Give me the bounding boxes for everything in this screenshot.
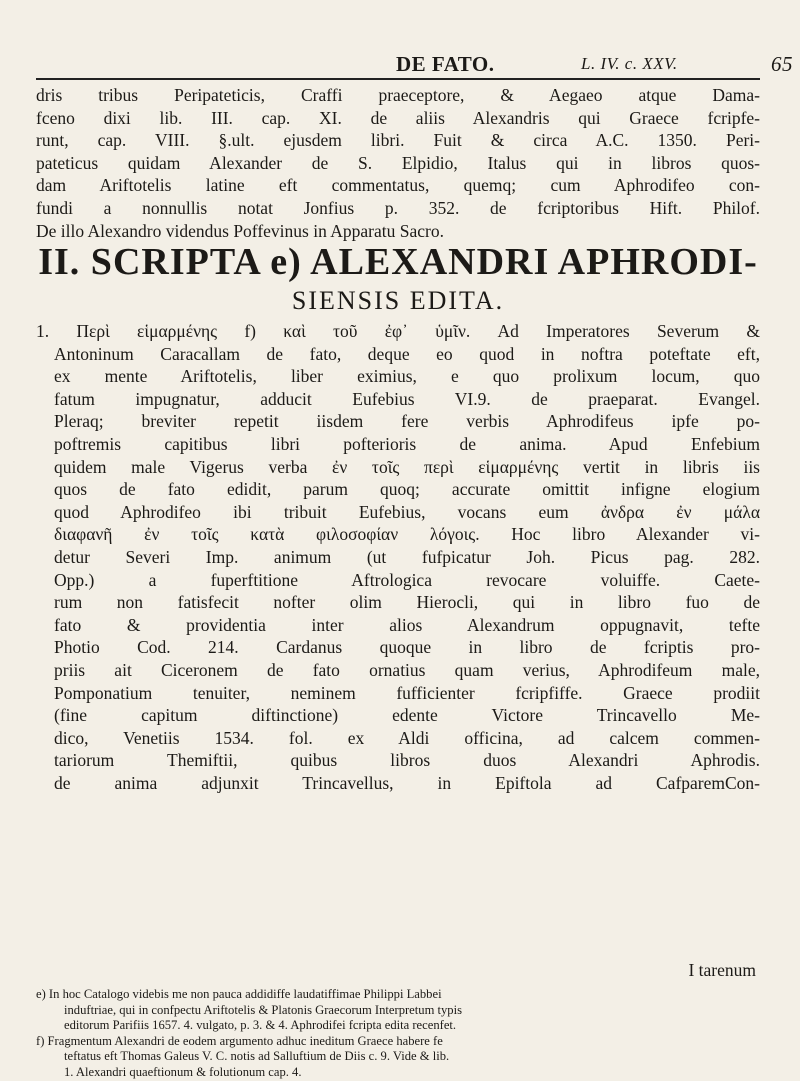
- text-line: runt, cap. VIII. §.ult. ejusdem libri. Fuit & circa A.C. 1350. Peri-: [36, 130, 760, 151]
- text-line: ex mente Ariftotelis, liber eximius, e quo prolixum locum, quo: [54, 366, 760, 387]
- footnote-line: e) In hoc Catalogo videbis me non pauca addidiffe laudatiffimae Philippi Labbei: [36, 987, 442, 1001]
- chapter-reference: L. IV. c. XXV.: [581, 54, 678, 73]
- section-heading: [36, 240, 760, 318]
- text-line: pateticus quidam Alexander de S. Elpidio, Italus qui in libros quos-: [36, 152, 760, 173]
- text-line: Opp.) a fuperftitione Aftrologica revocare voluiffe. Caete-: [54, 569, 760, 590]
- text-line: 1. Περὶ εἱμαρμένης f) καὶ τοῦ ἐφ᾽ ὑμῖν. Ad Imperatores Severum &: [36, 321, 760, 341]
- text-line: quidem male Vigerus verba ἐν τοῖς περὶ εἱμαρμένης vertit in libris iis: [54, 456, 760, 477]
- running-title: DE FATO.: [396, 52, 495, 76]
- header-rule: [36, 78, 760, 80]
- footnote-line: teftatus eft Thomas Galeus V. C. notis ad Salluftium de Diis c. 9. Vide & lib.: [64, 1049, 450, 1064]
- section-subtitle: SIENSIS EDITA.: [291, 286, 505, 315]
- footnote-line: f) Fragmentum Alexandri de eodem argumento adhuc ineditum Graece habere fe: [36, 1033, 443, 1048]
- section-title: II. SCRIPTA e) ALEXANDRI APHRODI-: [38, 241, 758, 283]
- footnote-line: induftriae, qui in confpectu Ariftotelis & Platonis Graecorum Interpretum typis: [64, 1002, 463, 1017]
- text-line: (fine capitum diftinctione) edente Victore Trincavello Me-: [54, 705, 760, 726]
- intro-paragraph: [36, 84, 760, 242]
- text-line: Antoninum Caracallam de fato, deque eo quod in noftra poteftate eft,: [54, 343, 760, 364]
- text-line: fundi a nonnullis notat Jonfius p. 352. de fcriptoribus Hift. Philof.: [36, 197, 760, 218]
- running-header: [36, 48, 793, 78]
- text-line: διαφανῆ ἐν τοῖς κατὰ φιλοσοφίαν λόγοις. Hoc libro Alexander vi-: [54, 524, 760, 545]
- text-line: de anima adjunxit Trincavellus, in Epiftola ad CafparemCon-: [54, 772, 760, 793]
- text-line: fatum impugnatur, adducit Eufebius VI.9. de praeparat. Evangel.: [54, 388, 760, 409]
- footnote-line: editorum Parifiis 1657. 4. vulgato, p. 3. & 4. Aphrodifei fcripta edita recenfet.: [64, 1018, 457, 1033]
- text-line: tariorum Themiftii, quibus libros duos Alexandri Aphrodis.: [54, 750, 760, 771]
- catchword: I tarenum: [688, 960, 756, 980]
- text-line: fato & providentia inter alios Alexandrum oppugnavit, tefte: [54, 614, 760, 635]
- text-line: quod Aphrodifeo ibi tribuit Eufebius, vocans eum ἀνδρα ἐν μάλα: [54, 501, 760, 522]
- text-line: Photio Cod. 214. Cardanus quoque in libro de fcriptis pro-: [54, 637, 760, 658]
- text-line: De illo Alexandro videndus Poffevinus in Apparatu Sacro.: [36, 220, 444, 241]
- text-line: quos de fato edidit, parum quoq; accurate omittit infigne elogium: [54, 479, 760, 500]
- text-line: Pleraq; breviter repetit iisdem fere verbis Aphrodifeus ipfe po-: [54, 411, 760, 432]
- text-line: dico, Venetiis 1534. fol. ex Aldi officina, ad calcem commen-: [54, 727, 760, 748]
- footnote-line: 1. Alexandri quaeftionum & folutionum cap. 4.: [64, 1064, 302, 1079]
- text-line: rum non fatisfecit nofter olim Hierocli, qui in libro fuo de: [54, 592, 760, 613]
- text-line: priis ait Ciceronem de fato ornatius quam verius, Aphrodifeum male,: [54, 659, 760, 680]
- text-line: fceno dixi lib. III. cap. XI. de aliis Alexandris qui Graece fcripfe-: [36, 107, 760, 128]
- body-paragraph: [36, 320, 760, 794]
- text-line: Pomponatium tenuiter, neminem fufficienter fcripfiffe. Graece prodiit: [54, 682, 760, 703]
- page-number: 65: [771, 52, 793, 76]
- footnotes: [36, 987, 760, 1081]
- text-line: dam Ariftotelis latine eft commentatus, quemq; cum Aphrodifeo con-: [36, 175, 760, 196]
- text-line: poftremis capitibus libri pofterioris de anima. Apud Enfebium: [54, 433, 760, 454]
- text-line: detur Severi Imp. animum (ut fufpicatur Joh. Picus pag. 282.: [54, 546, 760, 567]
- text-line: dris tribus Peripateticis, Craffi praeceptore, & Aegaeo atque Dama-: [36, 85, 760, 105]
